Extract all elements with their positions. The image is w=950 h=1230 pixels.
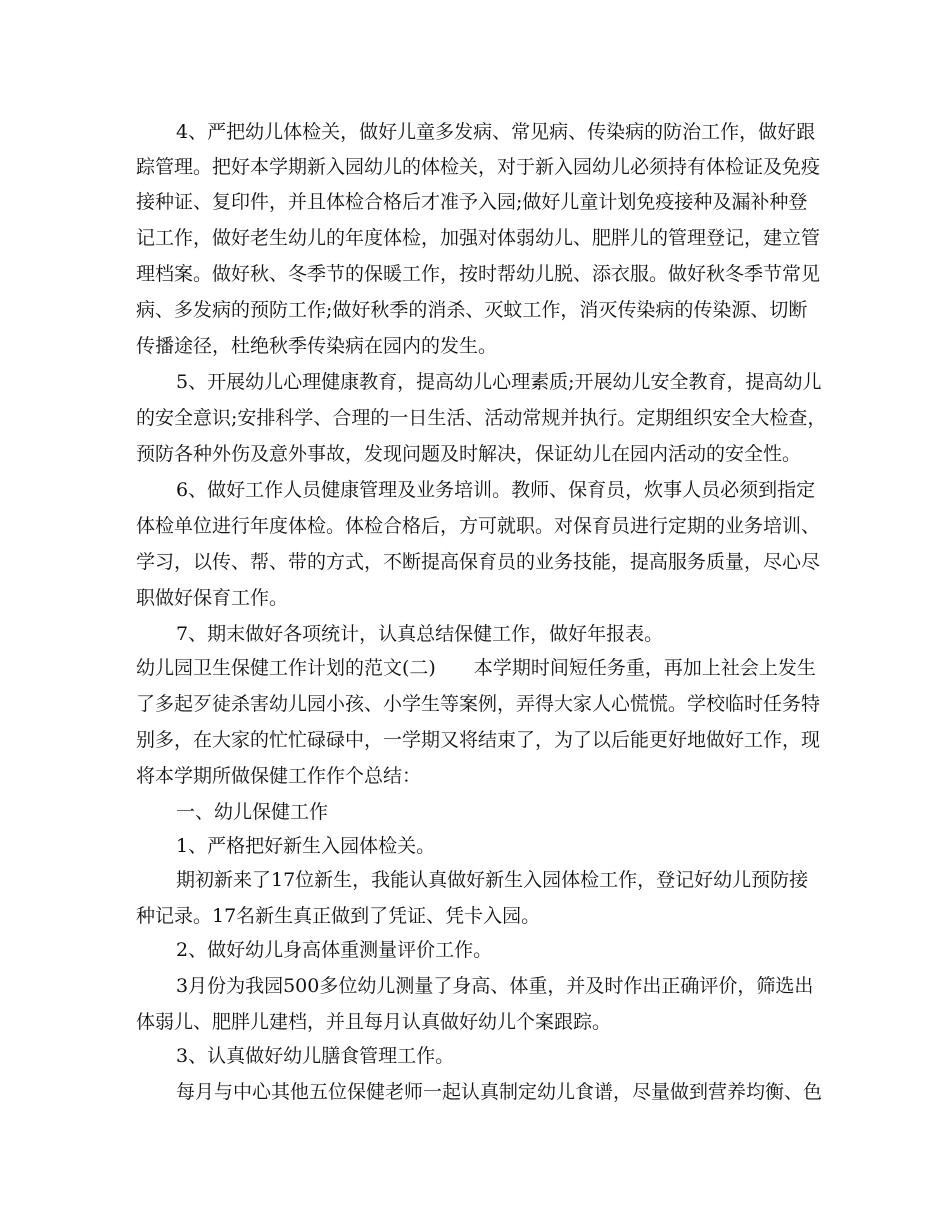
text-line: 理档案。做好秋、冬季节的保暖工作，按时帮幼儿脱、添衣服。做好秋冬季节常见 <box>136 263 821 285</box>
text-line: 记工作，做好老生幼儿的年度体检，加强对体弱幼儿、肥胖儿的管理登记，建立管 <box>136 227 821 249</box>
section-heading: 一、幼儿保健工作 <box>176 801 329 823</box>
text-line: 7、期末做好各项统计，认真总结保健工作，做好年报表。 <box>176 623 664 645</box>
text-line: 将本学期所做保健工作作个总结： <box>136 765 422 787</box>
text-line: 1、严格把好新生入园体检关。 <box>176 835 436 857</box>
section-heading: 幼儿园卫生保健工作计划的范文(二) 本学期时间短任务重，再加上社会上发生 <box>136 657 816 679</box>
text-line: 3月份为我园500多位幼儿测量了身高、体重，并及时作出正确评价，筛选出 <box>176 975 814 997</box>
text-line: 每月与中心其他五位保健老师一起认真制定幼儿食谱，尽量做到营养均衡、色 <box>176 1081 823 1103</box>
text-line: 期初新来了17位新生，我能认真做好新生入园体检工作，登记好幼儿预防接 <box>176 869 809 891</box>
text-line: 传播途径，杜绝秋季传染病在园内的发生。 <box>136 335 498 357</box>
text-line: 别多，在大家的忙忙碌碌中，一学期又将结束了，为了以后能更好地做好工作，现 <box>136 729 821 751</box>
text-line: 的安全意识;安排科学、合理的一日生活、活动常规并执行。定期组织安全大检查， <box>136 407 827 429</box>
text-line: 病、多发病的预防工作;做好秋季的消杀、灭蚊工作，消灭传染病的传染源、切断 <box>136 299 808 321</box>
text-line: 踪管理。把好本学期新入园幼儿的体检关，对于新入园幼儿必须持有体检证及免疫 <box>136 156 821 178</box>
text-line: 5、开展幼儿心理健康教育，提高幼儿心理素质;开展幼儿安全教育，提高幼儿 <box>176 371 822 393</box>
text-line: 6、做好工作人员健康管理及业务培训。教师、保育员，炊事人员必须到指定 <box>176 479 816 501</box>
text-line: 职做好保育工作。 <box>136 587 289 609</box>
text-line: 体弱儿、肥胖儿建档，并且每月认真做好幼儿个案跟踪。 <box>136 1011 612 1033</box>
text-line: 2、做好幼儿身高体重测量评价工作。 <box>176 939 493 961</box>
text-line: 4、严把幼儿体检关，做好儿童多发病、常见病、传染病的防治工作，做好跟 <box>176 121 816 143</box>
text-line: 种记录。17名新生真正做到了凭证、凭卡入园。 <box>136 905 541 927</box>
text-line: 接种证、复印件，并且体检合格后才准予入园;做好儿童计划免疫接种及漏补种登 <box>136 191 808 213</box>
text-line: 3、认真做好幼儿膳食管理工作。 <box>176 1045 455 1067</box>
text-line: 学习，以传、帮、带的方式，不断提高保育员的业务技能，提高服务质量，尽心尽 <box>136 551 821 573</box>
text-line: 体检单位进行年度体检。体检合格后，方可就职。对保育员进行定期的业务培训、 <box>136 515 821 537</box>
text-line: 了多起歹徒杀害幼儿园小孩、小学生等案例，弄得大家人心慌慌。学校临时任务特 <box>136 693 821 715</box>
text-line: 预防各种外伤及意外事故，发现问题及时解决，保证幼儿在园内活动的安全性。 <box>136 443 802 465</box>
